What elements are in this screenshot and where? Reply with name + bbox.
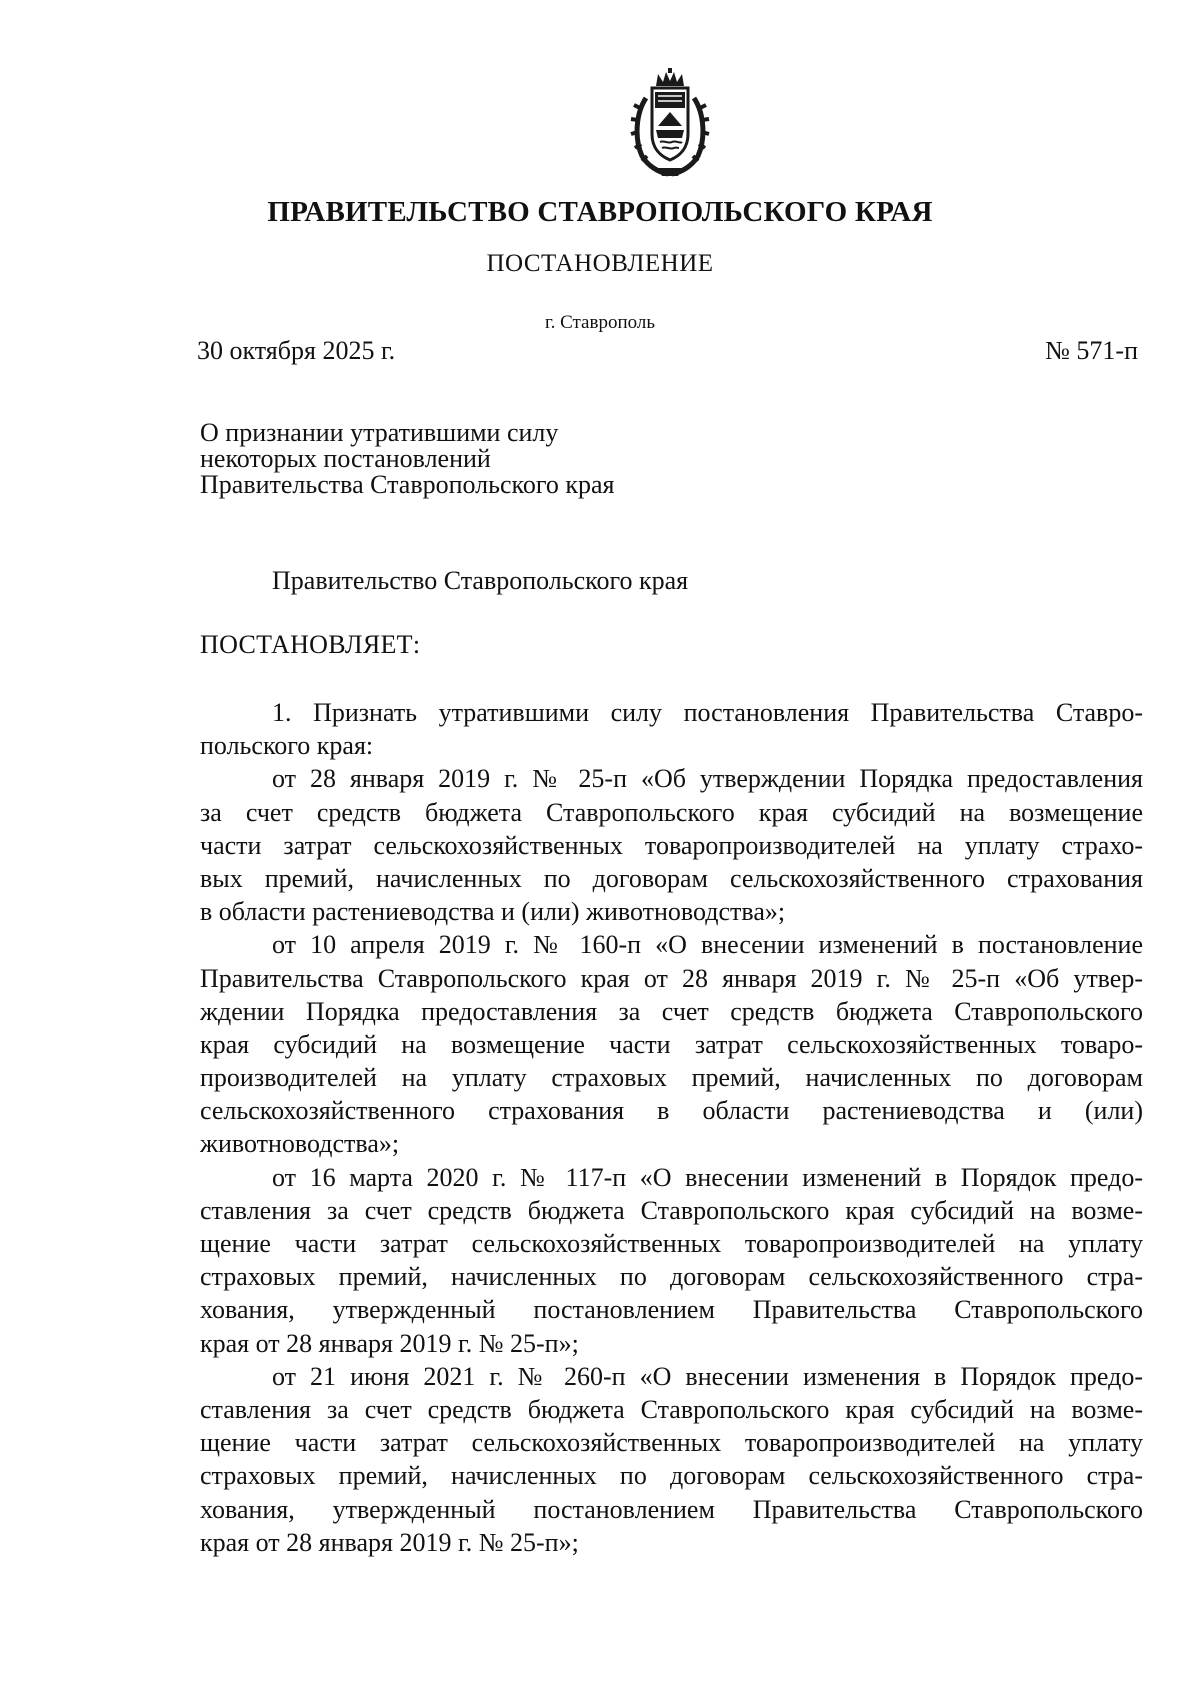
coat-of-arms-stavropol-icon bbox=[628, 68, 712, 178]
body-line: производителей на уплату страховых премий, начисленных по договорам bbox=[200, 1063, 1143, 1093]
resolves-heading: ПОСТАНОВЛЯЕТ: bbox=[200, 630, 421, 659]
body-line: польского края: bbox=[200, 731, 374, 761]
body-line: края субсидий на возмещение части затрат сельскохозяйственных товаро- bbox=[200, 1029, 1143, 1059]
body-line: Правительства Ставропольского края от 28 января 2019 г. № 25-п «Об утвер- bbox=[200, 963, 1143, 993]
body-line: ставления за счет средств бюджета Ставропольского края субсидий на возме- bbox=[200, 1195, 1143, 1225]
body-line: части затрат сельскохозяйственных товаропроизводителей на уплату страхо- bbox=[200, 830, 1143, 860]
body-line: в области растениеводства и (или) животноводства»; bbox=[200, 897, 786, 927]
body-line: края от 28 января 2019 г. № 25-п»; bbox=[200, 1328, 579, 1358]
subject-line: О признании утратившими силу bbox=[200, 418, 559, 447]
document-body bbox=[200, 696, 1143, 1559]
body-line: щение части затрат сельскохозяйственных товаропроизводителей на уплату bbox=[200, 1229, 1143, 1258]
body-line: ждении Порядка предоставления за счет средств бюджета Ставропольского bbox=[200, 996, 1143, 1026]
subject-line: некоторых постановлений bbox=[200, 444, 491, 473]
document-number: № 571-п bbox=[1045, 336, 1138, 365]
body-line: страховых премий, начисленных по договорам сельскохозяйственного стра- bbox=[200, 1262, 1143, 1292]
body-line: от 10 апреля 2019 г. № 160-п «О внесении изменений в постановление bbox=[272, 930, 1143, 960]
document-date: 30 октября 2025 г. bbox=[197, 336, 396, 365]
body-line: края от 28 января 2019 г. № 25-п»; bbox=[200, 1527, 579, 1557]
document-type: ПОСТАНОВЛЕНИЕ bbox=[486, 250, 714, 277]
body-line: страховых премий, начисленных по договорам сельскохозяйственного стра- bbox=[200, 1461, 1143, 1491]
document-subject bbox=[200, 420, 615, 498]
body-line: хования, утвержденный постановлением Правительства Ставропольского bbox=[200, 1295, 1143, 1325]
body-line: за счет средств бюджета Ставропольского края субсидий на возмещение bbox=[200, 797, 1143, 827]
preamble: Правительство Ставропольского края bbox=[272, 566, 689, 595]
body-line: животноводства»; bbox=[200, 1129, 400, 1159]
body-line: сельскохозяйственного страхования в области растениеводства и (или) bbox=[200, 1096, 1143, 1126]
government-title: ПРАВИТЕЛЬСТВО СТАВРОПОЛЬСКОГО КРАЯ bbox=[267, 196, 933, 228]
city: г. Ставрополь bbox=[544, 312, 656, 333]
body-line: от 16 марта 2020 г. № 117-п «О внесении изменений в Порядок предо- bbox=[272, 1162, 1143, 1192]
subject-line: Правительства Ставропольского края bbox=[200, 470, 615, 499]
body-line: от 21 июня 2021 г. № 260-п «О внесении изменения в Порядок предо- bbox=[272, 1361, 1143, 1391]
body-line: ставления за счет средств бюджета Ставропольского края субсидий на возме- bbox=[200, 1394, 1143, 1424]
body-line: вых премий, начисленных по договорам сельскохозяйственного страхования bbox=[200, 863, 1143, 893]
body-line: щение части затрат сельскохозяйственных товаропроизводителей на уплату bbox=[200, 1428, 1143, 1458]
body-line: хования, утвержденный постановлением Правительства Ставропольского bbox=[200, 1494, 1143, 1524]
body-line: 1. Признать утратившими силу постановления Правительства Ставро- bbox=[272, 698, 1143, 727]
body-line: от 28 января 2019 г. № 25-п «Об утверждении Порядка предоставления bbox=[272, 764, 1143, 794]
